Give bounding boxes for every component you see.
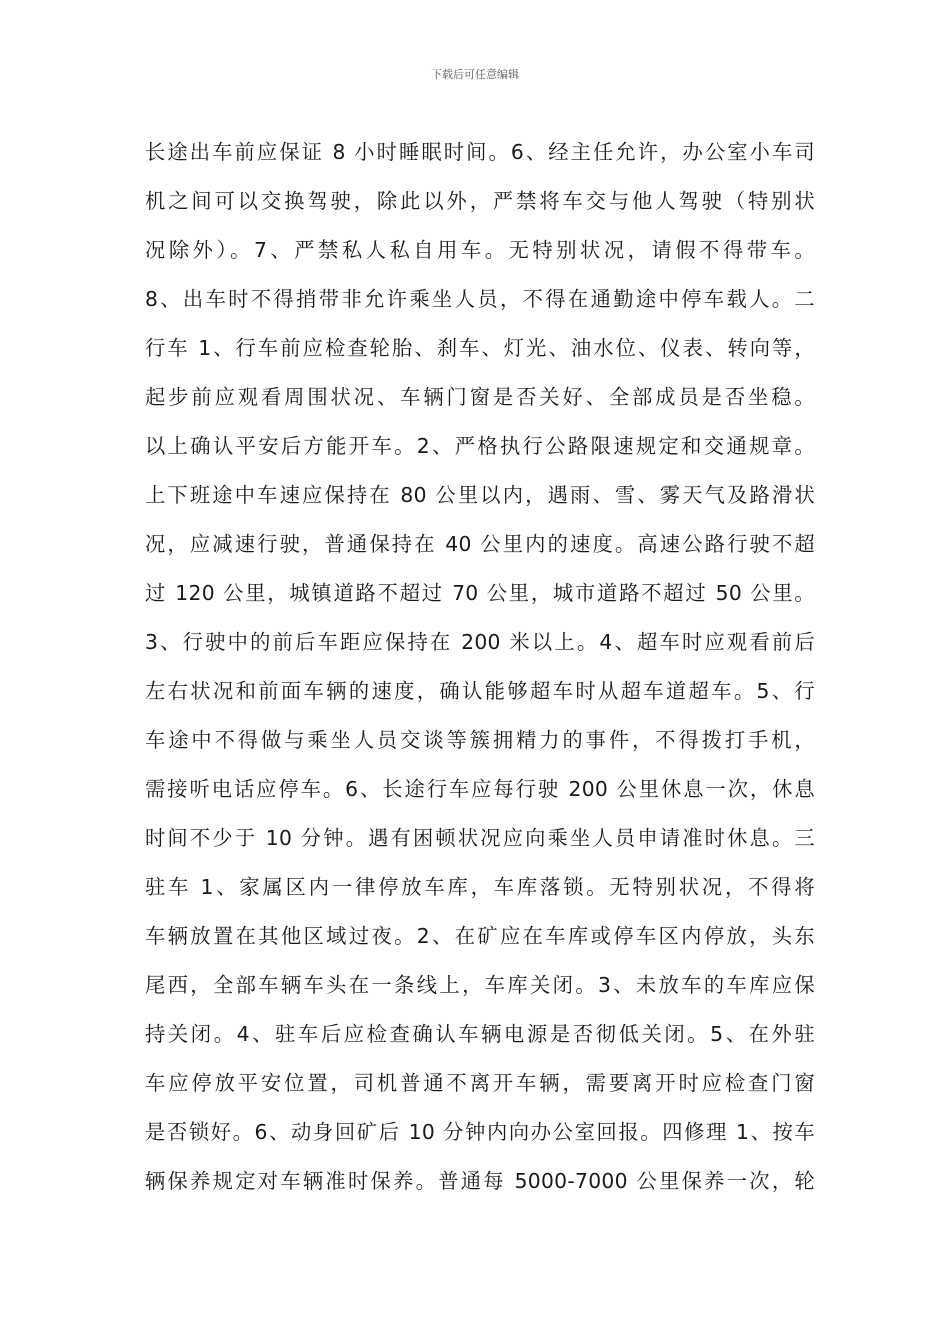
text-line: 8、出车时不得捎带非允许乘坐人员，不得在通勤途中停车载人。二 bbox=[145, 287, 815, 311]
text-line: 况，应减速行驶，普通保持在 40 公里内的速度。高速公路行驶不超 bbox=[145, 532, 815, 556]
page-header-caption: 下载后可任意编辑 bbox=[431, 68, 519, 81]
text-line: 左右状况和前面车辆的速度，确认能够超车时从超车道超车。5、行 bbox=[145, 679, 815, 703]
text-line: 行车 1、行车前应检查轮胎、刹车、灯光、油水位、仪表、转向等， bbox=[145, 336, 815, 360]
text-line: 过 120 公里，城镇道路不超过 70 公里，城市道路不超过 50 公里。 bbox=[145, 581, 815, 605]
text-line: 况除外）。7、严禁私人私自用车。无特别状况，请假不得带车。 bbox=[145, 238, 815, 262]
text-line: 持关闭。4、驻车后应检查确认车辆电源是否彻低关闭。5、在外驻 bbox=[145, 1022, 815, 1046]
text-line: 尾西，全部车辆车头在一条线上，车库关闭。3、未放车的车库应保 bbox=[145, 973, 815, 997]
text-line: 辆保养规定对车辆准时保养。普通每 5000-7000 公里保养一次，轮 bbox=[145, 1169, 815, 1193]
document-body bbox=[145, 128, 815, 1206]
text-line: 车途中不得做与乘坐人员交谈等簇拥精力的事件，不得拨打手机， bbox=[145, 728, 815, 752]
text-line: 以上确认平安后方能开车。2、严格执行公路限速规定和交通规章。 bbox=[145, 434, 815, 458]
text-line: 上下班途中车速应保持在 80 公里以内，遇雨、雪、雾天气及路滑状 bbox=[145, 483, 815, 507]
text-line: 驻车 1、家属区内一律停放车库，车库落锁。无特别状况，不得将 bbox=[145, 875, 815, 899]
text-line: 起步前应观看周围状况、车辆门窗是否关好、全部成员是否坐稳。 bbox=[145, 385, 815, 409]
text-line: 3、行驶中的前后车距应保持在 200 米以上。4、超车时应观看前后 bbox=[145, 630, 815, 654]
text-line: 车辆放置在其他区域过夜。2、在矿应在车库或停车区内停放，头东 bbox=[145, 924, 815, 948]
text-line: 车应停放平安位置，司机普通不离开车辆，需要离开时应检查门窗 bbox=[145, 1071, 815, 1095]
text-line: 机之间可以交换驾驶，除此以外，严禁将车交与他人驾驶（特别状 bbox=[145, 189, 815, 213]
text-line: 时间不少于 10 分钟。遇有困顿状况应向乘坐人员申请准时休息。三 bbox=[145, 826, 815, 850]
text-line: 长途出车前应保证 8 小时睡眠时间。6、经主任允许，办公室小车司 bbox=[145, 140, 815, 164]
text-line: 是否锁好。6、动身回矿后 10 分钟内向办公室回报。四修理 1、按车 bbox=[145, 1120, 815, 1144]
text-line: 需接听电话应停车。6、长途行车应每行驶 200 公里休息一次，休息 bbox=[145, 777, 815, 801]
